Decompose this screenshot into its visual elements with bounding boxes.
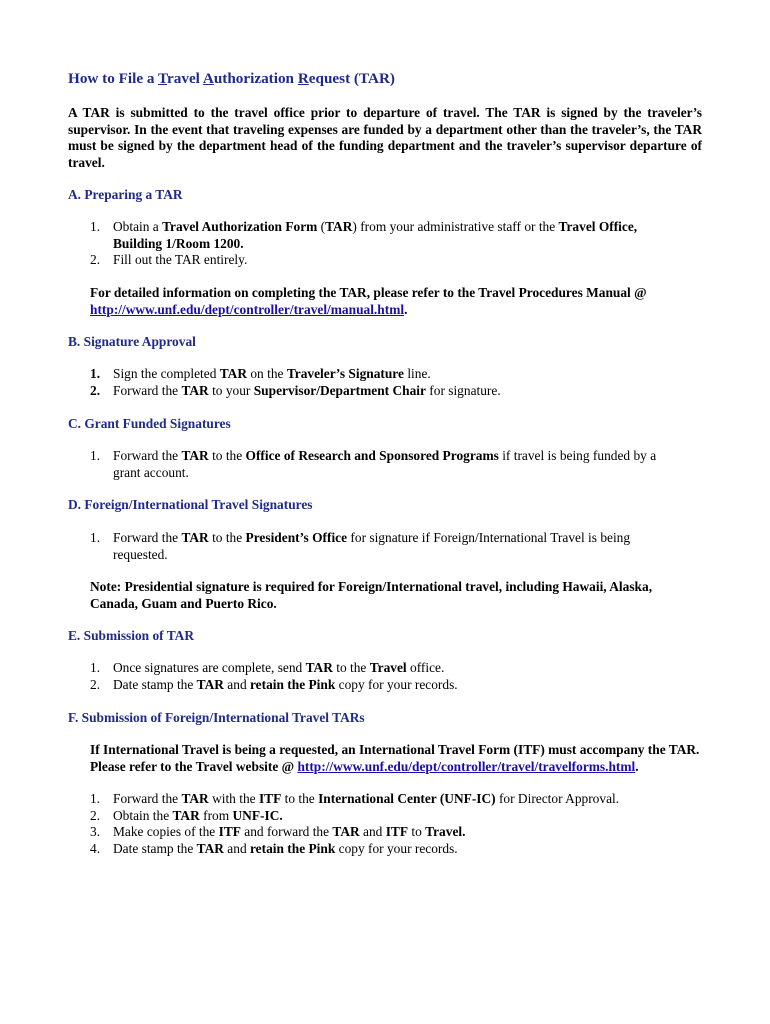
list-item: 4. Date stamp the TAR and retain the Pink copy for your records. [90,840,458,856]
section-c-heading: C. Grant Funded Signatures [68,416,231,431]
list-item: 1. Forward the TAR to the Office of Research and Sponsored Programs if travel is being funded by a grant account. [90,448,657,480]
list-item: 1. Once signatures are complete, send TAR to the Travel office. [90,660,445,675]
travel-forms-link[interactable]: http://www.unf.edu/dept/controller/travel/travelforms.html [297,758,636,774]
section-d-list [68,530,680,563]
title-prefix: How to File a [68,70,158,87]
title-initial-t: T [158,70,168,87]
title-suffix: (TAR) [350,70,395,87]
travel-manual-link[interactable]: http://www.unf.edu/dept/controller/travel/manual.html [90,301,405,317]
page-title [68,70,395,88]
list-item: 1. Forward the TAR to the President’s Office for signature if Foreign/International Travel is being requested. [90,530,631,562]
list-item: 3. Make copies of the ITF and forward the TAR and ITF to Travel. [90,824,466,840]
list-item: 1. Forward the TAR with the ITF to the International Center (UNF-IC) for Director Approval. [90,791,620,806]
list-item: 1. Sign the completed TAR on the Traveler’s Signature line. [90,366,431,381]
section-b-list [68,366,680,399]
list-item: 2. Fill out the TAR entirely. [90,252,248,268]
section-c-list [68,448,680,481]
list-item: 2. Obtain the TAR from UNF-IC. [90,807,283,823]
title-initial-r: R [297,70,309,87]
title-word-authorization: uthorization [213,70,298,87]
section-f-list [68,791,680,857]
list-item: 1. Obtain a Travel Authorization Form (TAR) from your administrative staff or the Travel Office, Building 1/Room 1200. [90,219,638,251]
intro-paragraph: A TAR is submitted to the travel office prior to departure of travel. The TAR is signed by the traveler’s supervisor. In the event that traveling expenses are funded by a department other than the traveler’s, the TAR must be signed by the department head of the funding department and the traveler’s supervisor departure of travel. [68,105,702,170]
section-f-note: If International Travel is being a requested, an International Travel Form (ITF) must accompany the TAR. Please refer to the Travel website @ http://www.unf.edu/dept/controller/travel/travelforms.html. [90,742,700,774]
section-d-heading: D. Foreign/International Travel Signatures [68,497,313,512]
title-word-request: equest [308,70,351,87]
list-item: 2. Date stamp the TAR and retain the Pink copy for your records. [90,676,458,692]
section-f-heading: F. Submission of Foreign/International Travel TARs [68,710,365,725]
list-item: 2. Forward the TAR to your Supervisor/Department Chair for signature. [90,382,501,398]
section-a-list [68,219,680,269]
section-a-note: For detailed information on completing the TAR, please refer to the Travel Procedures Manual @ http://www.unf.edu/dept/controller/travel/manual.html. [90,285,647,317]
title-word-travel: ravel [167,70,203,87]
section-e-heading: E. Submission of TAR [68,628,195,643]
section-d-note: Note: Presidential signature is required for Foreign/International travel, including Hawaii, Alaska, Canada, Guam and Puerto Rico. [90,579,653,611]
title-initial-a: A [202,70,214,87]
section-a-heading: A. Preparing a TAR [68,187,183,202]
section-b-heading: B. Signature Approval [68,334,196,349]
section-e-list [68,660,680,693]
